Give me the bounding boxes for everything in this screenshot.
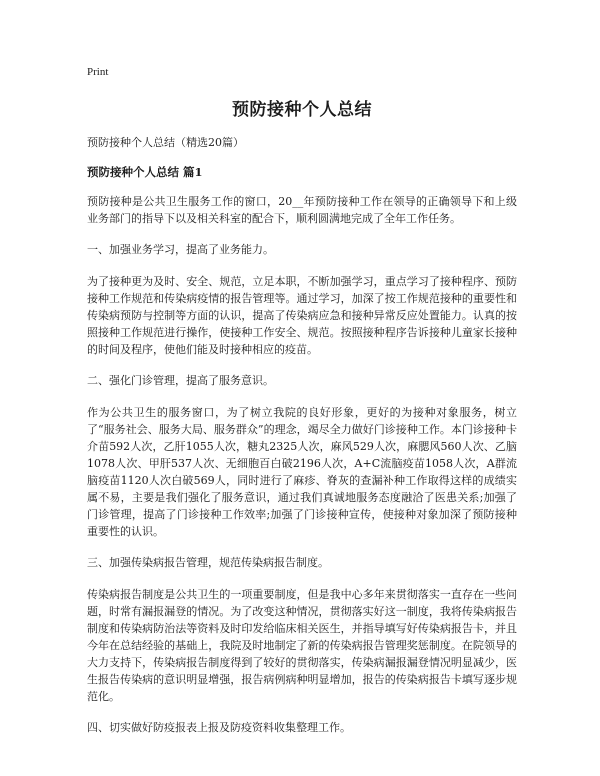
heading-report: 三、加强传染病报告管理，规范传染病报告制度。 [87,556,329,569]
paragraph-study: 为了接种更为及时、安全、规范，立足本职，不断加强学习，重点学习了接种程序、预防接种工作规范和传染病疫情的报告管理等。通过学习，加深了按工作规范接种的重要性和传染病预防与控制等方面的认识，提高了传染病应急和接种异常反应处置能力。认真的按照接种工作规范进行操作，使接种工作安全、规范。按照接种程序告诉接种儿童家长接种的时间及程序，使他们能及时接种相应的疫苗。 [87,275,517,356]
document-page [87,66,517,751]
paragraph-intro: 预防接种是公共卫生服务工作的窗口，20__年预防接种工作在领导的正确领导下和上级业务部门的指导下以及相关科室的配合下，顺利圆满地完成了全年工作任务。 [87,195,517,225]
paragraph-report: 传染病报告制度是公共卫生的一项重要制度，但是我中心多年来贯彻落实一直存在一些问题，时常有漏报漏登的情况。为了改变这种情况，贯彻落实好这一制度，我将传染病报告制度和传染病防治法等资料及时印发给临床相关医生，并指导填写好传染病报告卡，并且今年在总结经验的基础上，我院及时地制定了新的传染病报告管理奖惩制度。在院领导的大力支持下，传染病报告制度得到了较好的贯彻落实，传染病漏报漏登情况明显减少，医生报告传染病的意识明显增强，报告病例病种明显增加，报告的传染病报告卡填写逐步规范化。 [87,588,517,703]
heading-clinic: 二、强化门诊管理，提高了服务意识。 [87,374,274,387]
paragraph-clinic: 作为公共卫生的服务窗口，为了树立我院的良好形象，更好的为接种对象服务，树立了“服务社会、服务大局、服务群众”的理念，竭尽全力做好门诊接种工作。本门诊接种卡介苗592人次，乙肝1055人次，糖丸2325人次，麻风529人次，麻腮风560人次、乙脑1078人次、甲肝537人次、无细胞百白破2196人次，A+C流脑疫苗1058人次，A群流脑疫苗1120人次白破569人，同时进行了麻疹、脊灰的查漏补种工作取得这样的成绩实属不易，主要是我们强化了服务意识，通过我们真诚地服务态度融洽了医患关系;加强了门诊管理，提高了门诊接种工作效率;加强了门诊接种宣传，使接种对象加深了预防接种重要性的认识。 [87,406,518,538]
document-title: 预防接种个人总结 [232,100,372,120]
heading-statistics: 四、切实做好防疫报表上报及防疫资料收集整理工作。 [87,721,351,734]
heading-study: 一、加强业务学习，提高了业务能力。 [87,243,274,256]
section-title: 预防接种个人总结 篇1 [87,165,203,179]
print-label[interactable]: Print [87,66,109,78]
document-subtitle: 预防接种个人总结（精选20篇） [87,136,244,149]
